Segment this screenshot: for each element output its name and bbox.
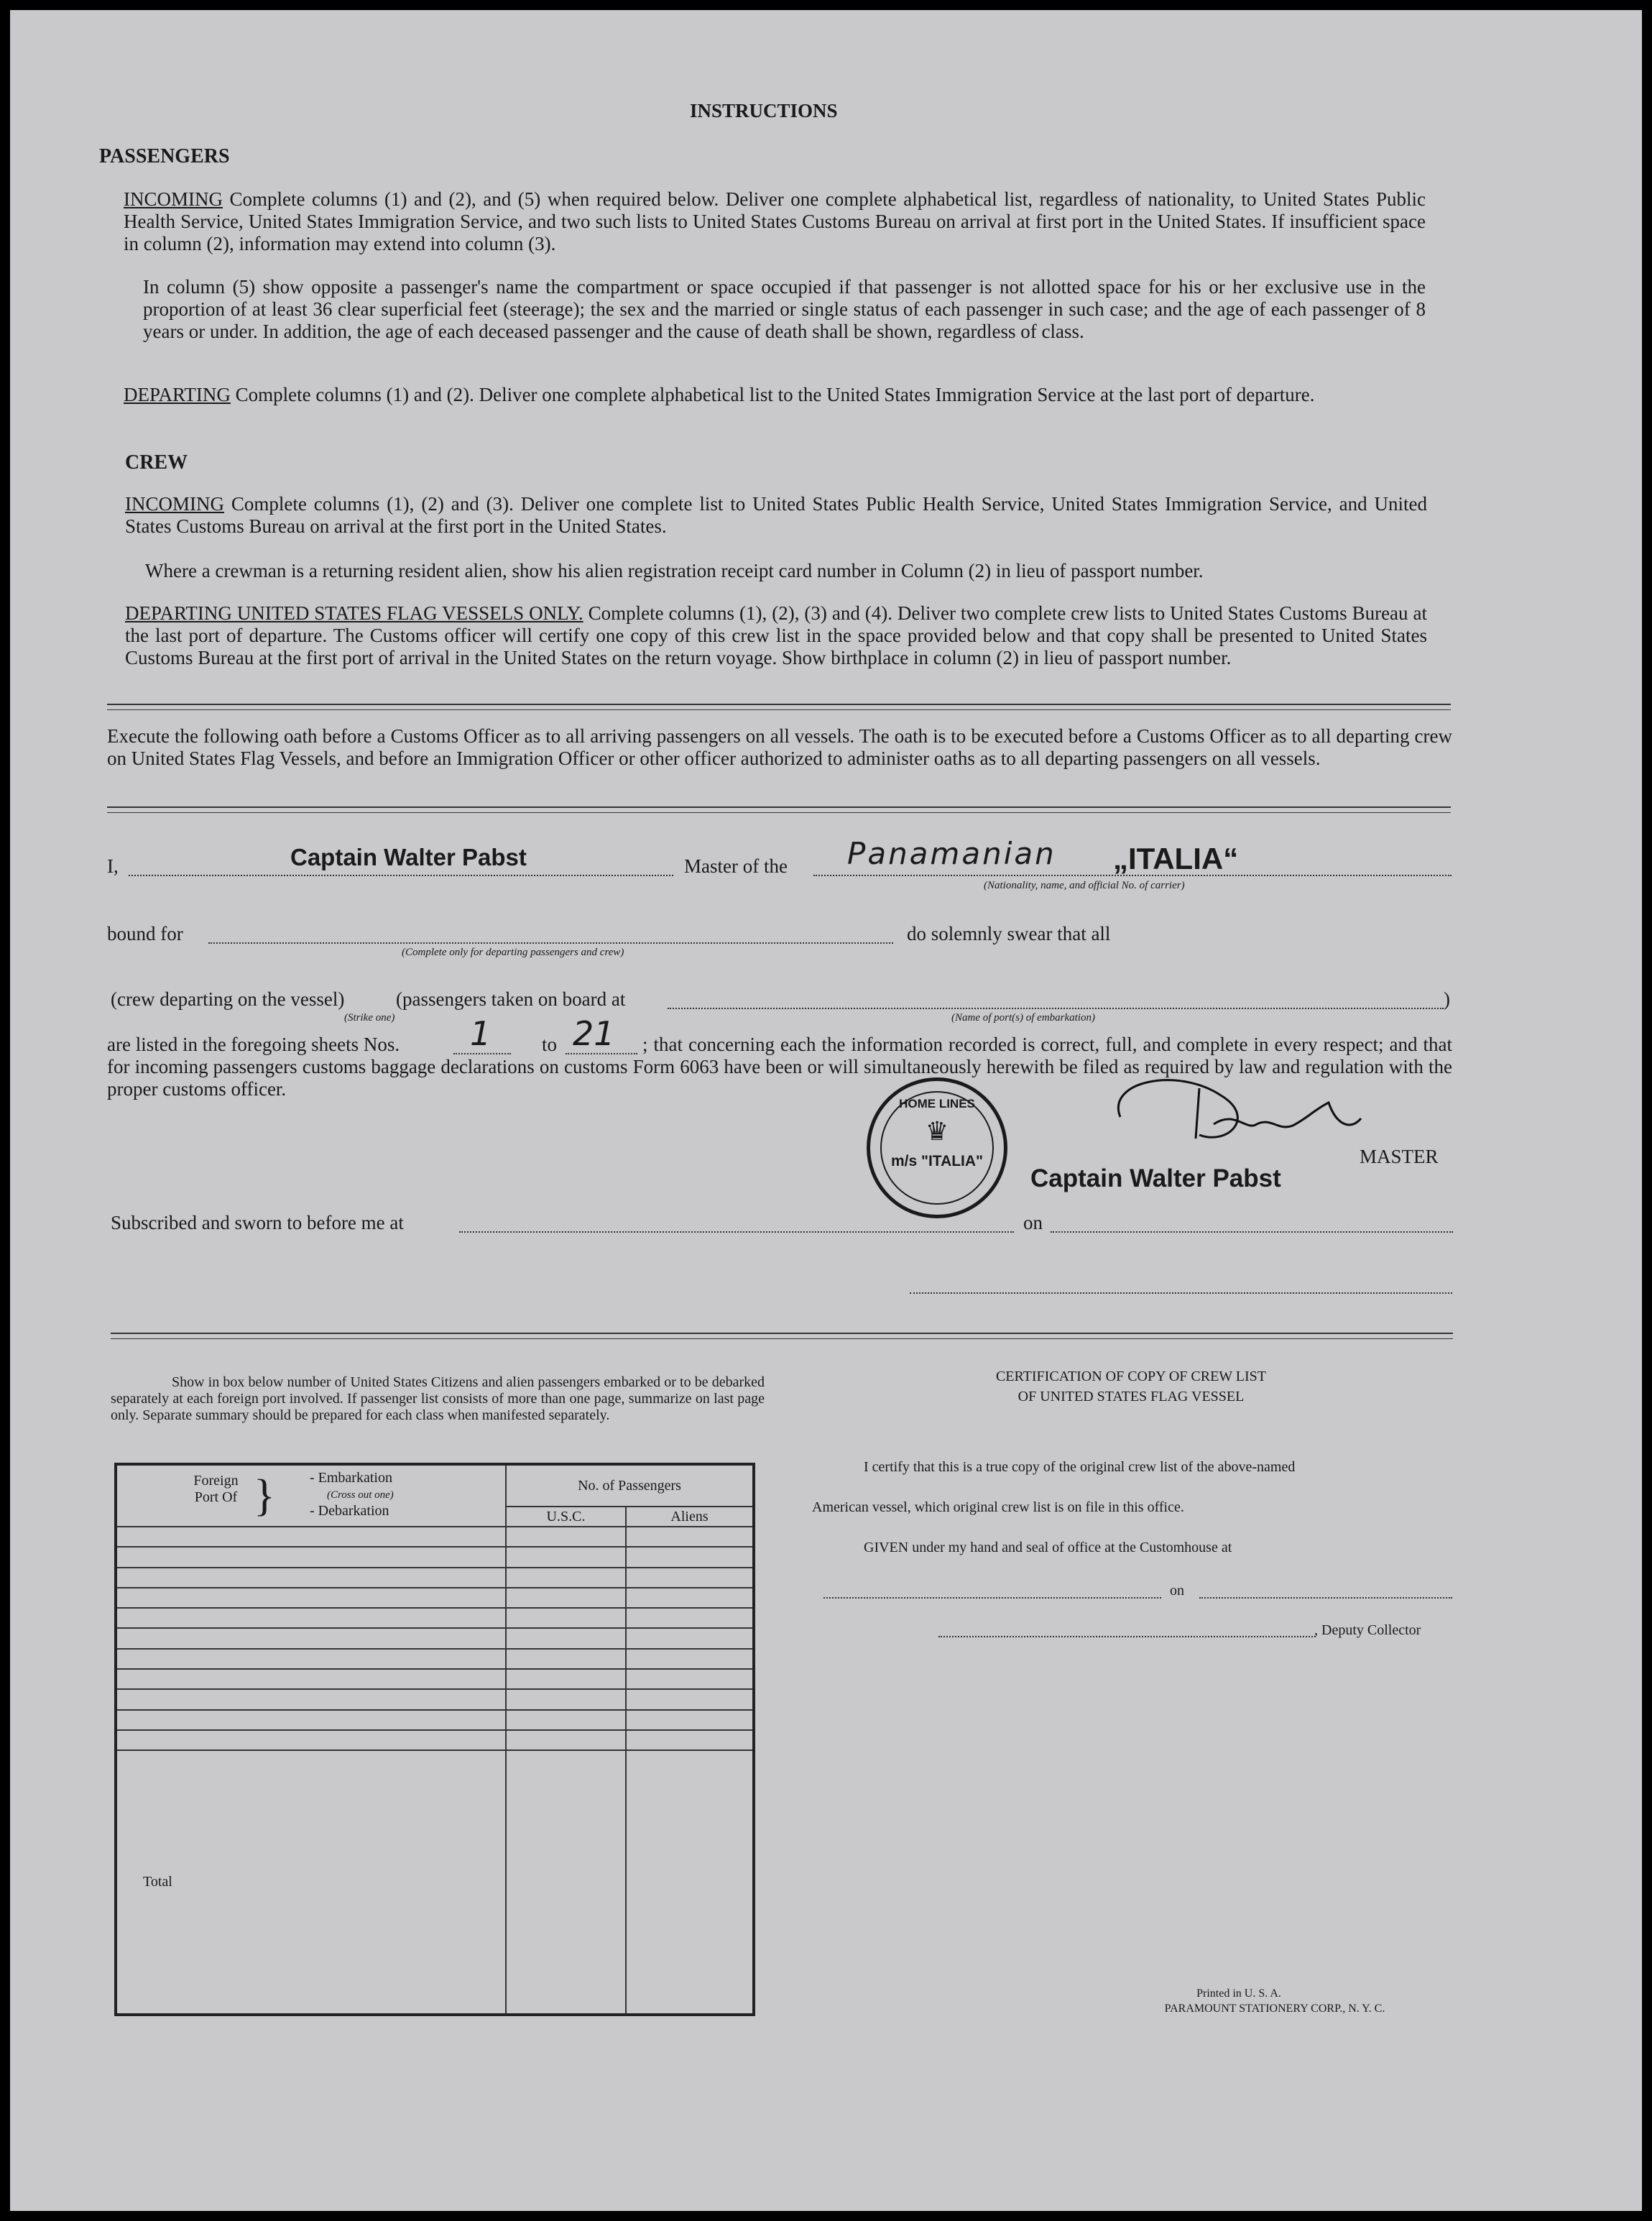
passengers-incoming-paragraph bbox=[124, 188, 1426, 255]
brace-icon: } bbox=[254, 1471, 275, 1520]
passengers-heading: PASSENGERS bbox=[99, 145, 230, 167]
printed-in-usa: Printed in U. S. A. bbox=[1196, 1987, 1281, 2000]
manifest-back-page bbox=[10, 10, 1642, 2211]
swear-text: do solemnly swear that all bbox=[907, 923, 1111, 944]
signed-captain-name: Captain Walter Pabst bbox=[1030, 1164, 1281, 1192]
officer-signature-line bbox=[910, 1292, 1452, 1294]
aliens-cell[interactable] bbox=[626, 1730, 754, 1750]
port-cell[interactable] bbox=[116, 1649, 506, 1669]
crew-departing-paragraph bbox=[125, 602, 1427, 669]
deputy-collector-line bbox=[938, 1636, 1316, 1637]
port-cell[interactable] bbox=[116, 1689, 506, 1709]
aliens-cell[interactable] bbox=[626, 1527, 754, 1547]
given-text: GIVEN under my hand and seal of office at the Customhouse at bbox=[864, 1540, 1232, 1555]
oath-i-label: I, bbox=[107, 855, 119, 877]
passengers-incoming-text: Complete columns (1) and (2), and (5) when required below. Deliver one complete alphabetical list, regardless of nationality, to United States Public Health Service, United States Immigration Service, and two such lists to United States Customs Bureau on arrival at first port in the United States. If insufficient space in column (2), information may extend into column (3). bbox=[124, 188, 1426, 254]
table-row bbox=[116, 1689, 754, 1709]
usc-cell[interactable] bbox=[506, 1608, 626, 1628]
captain-name-typed: Captain Walter Pabst bbox=[290, 844, 527, 870]
table-row bbox=[116, 1669, 754, 1689]
deputy-collector-label: , Deputy Collector bbox=[1314, 1622, 1421, 1638]
passengers-departing-label: DEPARTING bbox=[124, 384, 231, 405]
port-cell[interactable] bbox=[116, 1628, 506, 1648]
divider-lower-bottom bbox=[111, 1338, 1453, 1339]
certify-text: I certify that this is a true copy of the original crew list of the above-named bbox=[864, 1459, 1296, 1475]
master-signature bbox=[1092, 1067, 1379, 1160]
table-row bbox=[116, 1547, 754, 1567]
instructions-title: INSTRUCTIONS bbox=[690, 100, 838, 121]
bound-caption: (Complete only for departing passengers and crew) bbox=[402, 947, 624, 958]
listed-text: are listed in the foregoing sheets Nos. bbox=[107, 1034, 400, 1055]
certification-title-line2: OF UNITED STATES FLAG VESSEL bbox=[1017, 1389, 1245, 1404]
carrier-caption: (Nationality, name, and official No. of carrier) bbox=[984, 880, 1185, 891]
total-row bbox=[116, 1750, 754, 2015]
close-paren: ) bbox=[1444, 988, 1450, 1010]
bound-for-label: bound for bbox=[107, 923, 183, 944]
ports-caption: (Name of port(s) of embarkation) bbox=[951, 1012, 1095, 1024]
sheet-to-handwritten: 21 bbox=[573, 1014, 615, 1053]
ship-name-stamped: „ITALIA“ bbox=[1113, 842, 1239, 875]
printer-name: PARAMOUNT STATIONERY CORP., N. Y. C. bbox=[1164, 2002, 1385, 2015]
divider-oath-bottom bbox=[107, 812, 1451, 813]
subscribed-place-line bbox=[459, 1231, 1014, 1233]
crew-departing-option: (crew departing on the vessel) bbox=[111, 988, 345, 1010]
port-cell[interactable] bbox=[116, 1527, 506, 1547]
to-label: to bbox=[542, 1034, 558, 1055]
divider-double-top bbox=[107, 704, 1451, 705]
port-cell[interactable] bbox=[116, 1669, 506, 1689]
usc-cell[interactable] bbox=[506, 1568, 626, 1588]
divider-oath-top bbox=[107, 806, 1451, 808]
table-row bbox=[116, 1730, 754, 1750]
port-cell[interactable] bbox=[116, 1608, 506, 1628]
port-cell[interactable] bbox=[116, 1547, 506, 1567]
aliens-cell[interactable] bbox=[626, 1710, 754, 1730]
table-row bbox=[116, 1527, 754, 1547]
port-cell[interactable] bbox=[116, 1710, 506, 1730]
total-label: Total bbox=[116, 1750, 506, 2015]
certification-date-line bbox=[1199, 1597, 1452, 1599]
divider-lower-top bbox=[111, 1333, 1453, 1334]
table-row bbox=[116, 1568, 754, 1588]
oath-intro: Execute the following oath before a Customs Officer as to all arriving passengers on all vessels. The oath is to be executed before a Customs Officer as to all departing crew on United States Flag Vessels, and before an Immigration Officer or other officer authorized to administer oaths as to all departing passengers on all vessels. bbox=[107, 725, 1452, 769]
table-row bbox=[116, 1608, 754, 1628]
master-of-label: Master of the bbox=[684, 855, 788, 877]
port-cell[interactable] bbox=[116, 1568, 506, 1588]
crew-incoming-label: INCOMING bbox=[125, 493, 224, 515]
embarkation-label: - Embarkation bbox=[310, 1470, 392, 1486]
port-header-cell bbox=[116, 1464, 506, 1527]
crew-resident-paragraph: Where a crewman is a returning resident alien, show his alien registration receipt card number in Column (2) in lieu of passport number. bbox=[145, 560, 1204, 581]
foreign-port-label: Foreign Port Of bbox=[193, 1473, 239, 1505]
cross-out-note: (Cross out one) bbox=[327, 1489, 394, 1501]
crew-incoming-text: Complete columns (1), (2) and (3). Deliver one complete list to United States Public Health Service, United States Immigration Service, and United States Customs Bureau on arrival at the first port in the United States. bbox=[125, 493, 1427, 537]
crew-departing-label: DEPARTING UNITED STATES FLAG VESSELS ONLY. bbox=[125, 602, 583, 624]
concerning-text: ; that concerning each the information recorded is correct, full, and complete in every respect; and that for incoming passengers customs baggage declarations on customs Form 6063 have been or will simultaneously herewith be filed as required by law and regulation with the proper customs officer. bbox=[107, 1034, 1452, 1100]
passengers-incoming-label: INCOMING bbox=[124, 188, 223, 210]
usc-cell[interactable] bbox=[506, 1588, 626, 1608]
passengers-taken-option: (passengers taken on board at bbox=[396, 988, 626, 1010]
bound-for-line bbox=[208, 942, 893, 944]
usc-cell[interactable] bbox=[506, 1710, 626, 1730]
crew-heading: CREW bbox=[125, 451, 188, 474]
usc-header: U.S.C. bbox=[506, 1507, 626, 1527]
passenger-summary-table bbox=[114, 1463, 755, 2016]
subscribed-label: Subscribed and sworn to before me at bbox=[111, 1212, 404, 1233]
usc-cell[interactable] bbox=[506, 1730, 626, 1750]
total-aliens-cell[interactable] bbox=[626, 1750, 754, 2015]
table-row bbox=[116, 1710, 754, 1730]
aliens-cell[interactable] bbox=[626, 1608, 754, 1628]
summary-instructions: Show in box below number of United States Citizens and alien passengers embarked or to be debarked separately at each foreign port involved. If passenger list consists of more than one page, summarize on last page only. Separate summary should be prepared for each class when manifested separately. bbox=[111, 1374, 765, 1423]
divider-double-bottom bbox=[107, 709, 1451, 710]
table-row bbox=[116, 1628, 754, 1648]
master-label: MASTER bbox=[1360, 1146, 1439, 1167]
certification-on-label: on bbox=[1170, 1583, 1184, 1599]
usc-cell[interactable] bbox=[506, 1669, 626, 1689]
crew-departing-text: Complete columns (1), (2), (3) and (4). Deliver two complete crew lists to United States Customs Bureau at the last port of departure. The Customs officer will certify one copy of this crew list in the space provided below and that copy shall be presented to United States Customs Bureau at the first port of arrival in the United States on the return voyage. Show birthplace in column (2) in lieu of passport number. bbox=[125, 602, 1427, 668]
nationality-handwritten: Panamanian bbox=[847, 836, 1056, 871]
usc-cell[interactable] bbox=[506, 1649, 626, 1669]
aliens-cell[interactable] bbox=[626, 1628, 754, 1648]
subscribed-date-line bbox=[1051, 1231, 1453, 1233]
customhouse-line bbox=[823, 1597, 1161, 1599]
certification-title-line1: CERTIFICATION OF COPY OF CREW LIST bbox=[995, 1369, 1267, 1384]
usc-cell[interactable] bbox=[506, 1527, 626, 1547]
usc-cell[interactable] bbox=[506, 1689, 626, 1709]
passengers-departing-paragraph bbox=[124, 384, 1426, 406]
aliens-header: Aliens bbox=[626, 1507, 754, 1527]
aliens-cell[interactable] bbox=[626, 1588, 754, 1608]
aliens-cell[interactable] bbox=[626, 1547, 754, 1567]
debarkation-label: - Debarkation bbox=[310, 1503, 389, 1519]
aliens-cell[interactable] bbox=[626, 1669, 754, 1689]
passengers-departing-text: Complete columns (1) and (2). Deliver one complete alphabetical list to the United States Immigration Service at the last port of departure. bbox=[235, 384, 1315, 405]
crew-incoming-paragraph bbox=[125, 493, 1427, 538]
sheet-from-handwritten: 1 bbox=[470, 1014, 492, 1053]
no-of-passengers-header: No. of Passengers bbox=[506, 1464, 754, 1507]
aliens-cell[interactable] bbox=[626, 1689, 754, 1709]
crown-icon: ♛ bbox=[925, 1117, 949, 1146]
table-row bbox=[116, 1649, 754, 1669]
table-row bbox=[116, 1588, 754, 1608]
stamp-top-text: HOME LINES bbox=[899, 1097, 975, 1110]
ports-line bbox=[668, 1008, 1444, 1009]
home-lines-stamp bbox=[867, 1077, 1007, 1218]
american-vessel-text: American vessel, which original crew list is on file in this office. bbox=[812, 1499, 1184, 1515]
total-usc-cell[interactable] bbox=[506, 1750, 626, 2015]
captain-name-line bbox=[129, 875, 673, 876]
column5-paragraph: In column (5) show opposite a passenger's name the compartment or space occupied if that passenger is not allotted space for his or her exclusive use in the proportion of at least 36 clear superficial feet (steerage); the sex and the married or single status of each passenger in such case; and the age of each passenger of 8 years or under. In addition, the age of each deceased passenger and the cause of death shall be shown, regardless of class. bbox=[143, 276, 1426, 342]
stamp-ship-text: m/s "ITALIA" bbox=[890, 1153, 984, 1169]
usc-cell[interactable] bbox=[506, 1628, 626, 1648]
aliens-cell[interactable] bbox=[626, 1568, 754, 1588]
usc-cell[interactable] bbox=[506, 1547, 626, 1567]
port-cell[interactable] bbox=[116, 1588, 506, 1608]
subscribed-on-label: on bbox=[1023, 1212, 1043, 1233]
aliens-cell[interactable] bbox=[626, 1649, 754, 1669]
strike-one-caption: (Strike one) bbox=[344, 1012, 395, 1024]
port-cell[interactable] bbox=[116, 1730, 506, 1750]
